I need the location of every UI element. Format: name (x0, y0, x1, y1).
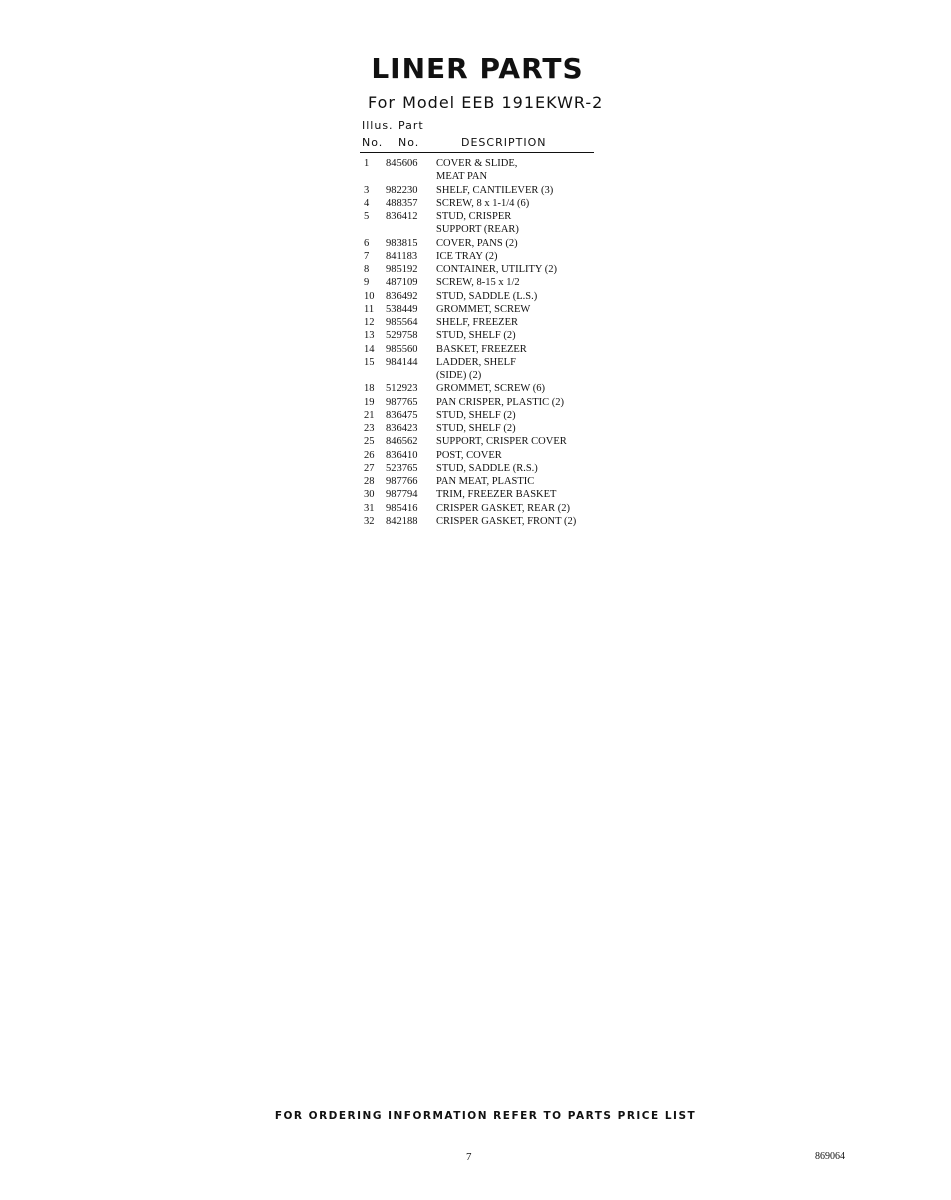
part-description: ICE TRAY (2) (436, 250, 498, 262)
illus-number: 3 (364, 184, 370, 196)
part-description: STUD, SHELF (2) (436, 409, 516, 421)
part-number: 836410 (386, 449, 418, 461)
parts-row (360, 488, 600, 501)
part-description: CRISPER GASKET, FRONT (2) (436, 515, 577, 527)
illus-number: 27 (364, 462, 375, 474)
parts-row (360, 343, 600, 356)
illus-number: 9 (364, 277, 370, 289)
part-description: LADDER, SHELF (436, 356, 516, 368)
part-description: PAN MEAT, PLASTIC (436, 476, 535, 487)
parts-row (360, 475, 600, 488)
part-number: 836423 (386, 423, 418, 434)
part-description-continued: (SIDE) (2) (436, 370, 482, 381)
parts-row (360, 515, 600, 528)
part-number: 836412 (386, 211, 418, 222)
header-divider (360, 152, 594, 153)
parts-row (360, 263, 600, 276)
illus-number: 6 (364, 237, 370, 249)
part-description: PAN CRISPER, PLASTIC (2) (436, 396, 564, 408)
part-number: 512923 (386, 383, 418, 395)
part-description: SHELF, FREEZER (436, 317, 519, 328)
model-subtitle: For Model EEB 191EKWR-2 (368, 93, 604, 112)
part-number: 836475 (386, 409, 418, 421)
document-number: 869064 (815, 1151, 845, 1162)
illus-number: 13 (364, 330, 375, 342)
part-description: STUD, SADDLE (R.S.) (436, 462, 538, 474)
ordering-info-footer: FOR ORDERING INFORMATION REFER TO PARTS PRICE LIST (274, 1110, 697, 1122)
part-description: SCREW, 8-15 x 1/2 (436, 277, 520, 289)
part-number: 488357 (386, 197, 418, 209)
parts-row (360, 462, 600, 475)
part-number: 987765 (386, 396, 418, 408)
parts-row (360, 237, 600, 250)
parts-row (360, 303, 600, 316)
parts-row (360, 197, 600, 210)
part-description-continued: MEAT PAN (436, 171, 488, 183)
part-number: 987766 (386, 476, 418, 487)
part-description-continued: SUPPORT (REAR) (436, 224, 519, 236)
illus-number: 28 (364, 476, 375, 487)
part-description: COVER & SLIDE, (436, 158, 518, 169)
part-description: POST, COVER (436, 449, 502, 461)
part-description: BASKET, FREEZER (436, 343, 527, 355)
part-number: 836492 (386, 290, 418, 302)
illus-number: 21 (364, 409, 375, 421)
part-description: SUPPORT, CRISPER COVER (436, 436, 567, 448)
parts-row (360, 435, 600, 448)
part-description: COVER, PANS (2) (436, 237, 518, 249)
part-number: 487109 (386, 277, 418, 289)
parts-row (360, 157, 600, 170)
illus-number: 23 (364, 423, 375, 434)
column-header-description: DESCRIPTION (461, 136, 547, 149)
illus-number: 14 (364, 343, 375, 355)
part-description: GROMMET, SCREW (436, 303, 531, 315)
part-description: GROMMET, SCREW (6) (436, 383, 545, 395)
parts-row (360, 409, 600, 422)
illus-number: 31 (364, 502, 375, 514)
parts-row (360, 502, 600, 515)
part-description: CRISPER GASKET, REAR (2) (436, 502, 570, 514)
illus-number: 15 (364, 356, 375, 368)
parts-row (360, 382, 600, 395)
illus-number: 7 (364, 250, 370, 262)
part-description: STUD, CRISPER (436, 211, 512, 222)
part-number: 984144 (386, 356, 418, 368)
part-number: 983815 (386, 237, 418, 249)
page-number: 7 (466, 1151, 472, 1163)
parts-list (360, 157, 600, 528)
parts-row (360, 184, 600, 197)
parts-row (360, 276, 600, 289)
parts-row (360, 290, 600, 303)
illus-number: 32 (364, 515, 375, 527)
illus-number: 19 (364, 396, 375, 408)
column-header-part: Part (398, 119, 424, 132)
column-header-illus-no: No. (362, 136, 384, 149)
illus-number: 18 (364, 383, 375, 395)
illus-number: 25 (364, 436, 375, 448)
column-header-part-no: No. (398, 136, 420, 149)
parts-row (360, 396, 600, 409)
part-number: 985560 (386, 343, 418, 355)
part-number: 985192 (386, 264, 418, 275)
illus-number: 11 (364, 303, 375, 315)
part-number: 538449 (386, 303, 418, 315)
illus-number: 8 (364, 264, 370, 275)
parts-row (360, 449, 600, 462)
part-number: 987794 (386, 489, 418, 501)
part-description: STUD, SHELF (2) (436, 330, 516, 342)
part-description: STUD, SADDLE (L.S.) (436, 290, 538, 302)
illus-number: 4 (364, 197, 370, 209)
part-number: 982230 (386, 184, 418, 196)
part-number: 523765 (386, 462, 418, 474)
illus-number: 1 (364, 158, 370, 169)
illus-number: 10 (364, 290, 375, 302)
illus-number: 5 (364, 211, 370, 222)
illus-number: 12 (364, 317, 375, 328)
part-description: CONTAINER, UTILITY (2) (436, 264, 557, 275)
parts-row (360, 210, 600, 223)
part-number: 842188 (386, 515, 418, 527)
part-description: TRIM, FREEZER BASKET (436, 489, 557, 501)
part-number: 985416 (386, 502, 418, 514)
part-number: 985564 (386, 317, 418, 328)
parts-row (360, 316, 600, 329)
part-number: 846562 (386, 436, 418, 448)
part-description: SCREW, 8 x 1-1/4 (6) (436, 197, 530, 209)
part-number: 841183 (386, 250, 418, 262)
parts-row (360, 250, 600, 263)
parts-row (360, 422, 600, 435)
parts-row (360, 356, 600, 369)
page-title: LINER PARTS (371, 52, 584, 85)
part-description: STUD, SHELF (2) (436, 423, 516, 434)
parts-row (360, 329, 600, 342)
part-description: SHELF, CANTILEVER (3) (436, 184, 554, 196)
illus-number: 26 (364, 449, 375, 461)
column-header-illus: Illus. (362, 119, 394, 132)
part-number: 529758 (386, 330, 418, 342)
illus-number: 30 (364, 489, 375, 501)
part-number: 845606 (386, 158, 418, 169)
